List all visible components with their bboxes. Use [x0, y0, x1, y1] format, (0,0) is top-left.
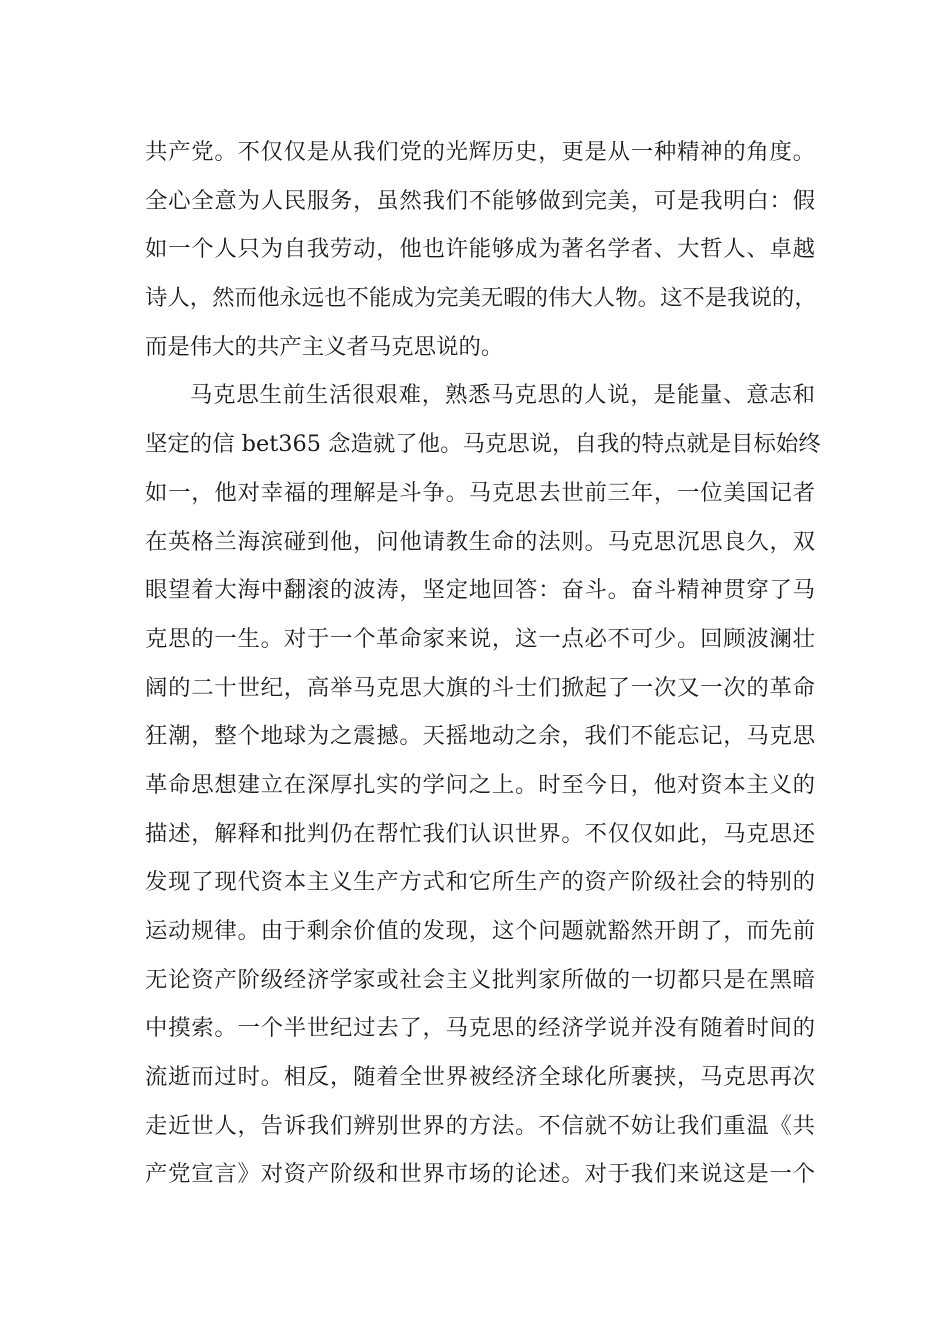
text-line: 走近世人，告诉我们辨别世界的方法。不信就不妨让我们重温《共	[145, 1112, 815, 1139]
text-line: 在英格兰海滨碰到他，问他请教生命的法则。马克思沉思良久，双	[145, 528, 815, 555]
text-line: 流逝而过时。相反，随着全世界被经济全球化所裹挟，马克思再次	[145, 1064, 815, 1091]
text-line: 克思的一生。对于一个革命家来说，这一点必不可少。回顾波澜壮	[145, 625, 815, 652]
text-line: 坚定的信 bet365 念造就了他。马克思说，自我的特点就是目标始终	[145, 431, 821, 458]
text-line: 发现了现代资本主义生产方式和它所生产的资产阶级社会的特别的	[145, 869, 815, 896]
text-line: 无论资产阶级经济学家或社会主义批判家所做的一切都只是在黑暗	[145, 966, 815, 993]
text-line: 革命思想建立在深厚扎实的学问之上。时至今日，他对资本主义的	[145, 771, 815, 798]
text-line: 产党宣言》对资产阶级和世界市场的论述。对于我们来说这是一个	[145, 1161, 815, 1188]
text-line: 描述，解释和批判仍在帮忙我们认识世界。不仅仅如此，马克思还	[145, 820, 815, 847]
text-line: 如一，他对幸福的理解是斗争。马克思去世前三年，一位美国记者	[145, 479, 815, 506]
text-line: 马克思生前生活很艰难，熟悉马克思的人说，是能量、意志和	[190, 382, 815, 409]
text-line: 阔的二十世纪，高举马克思大旗的斗士们掀起了一次又一次的革命	[145, 674, 815, 701]
text-line: 中摸索。一个半世纪过去了，马克思的经济学说并没有随着时间的	[145, 1015, 815, 1042]
body-text	[145, 128, 821, 1199]
text-line: 诗人，然而他永远也不能成为完美无暇的伟大人物。这不是我说的，	[145, 285, 817, 312]
text-line: 而是伟大的共产主义者马克思说的。	[145, 333, 504, 360]
text-line: 全心全意为人民服务，虽然我们不能够做到完美，可是我明白：假	[145, 187, 815, 214]
text-line: 眼望着大海中翻滚的波涛，坚定地回答：奋斗。奋斗精神贯穿了马	[145, 577, 815, 604]
text-line: 狂潮，整个地球为之震撼。天摇地动之余，我们不能忘记，马克思	[145, 723, 815, 750]
text-line: 如一个人只为自我劳动，他也许能够成为著名学者、大哲人、卓越	[145, 236, 815, 263]
text-line: 运动规律。由于剩余价值的发现，这个问题就豁然开朗了，而先前	[145, 918, 815, 944]
text-line: 共产党。不仅仅是从我们党的光辉历史，更是从一种精神的角度。	[145, 139, 815, 165]
